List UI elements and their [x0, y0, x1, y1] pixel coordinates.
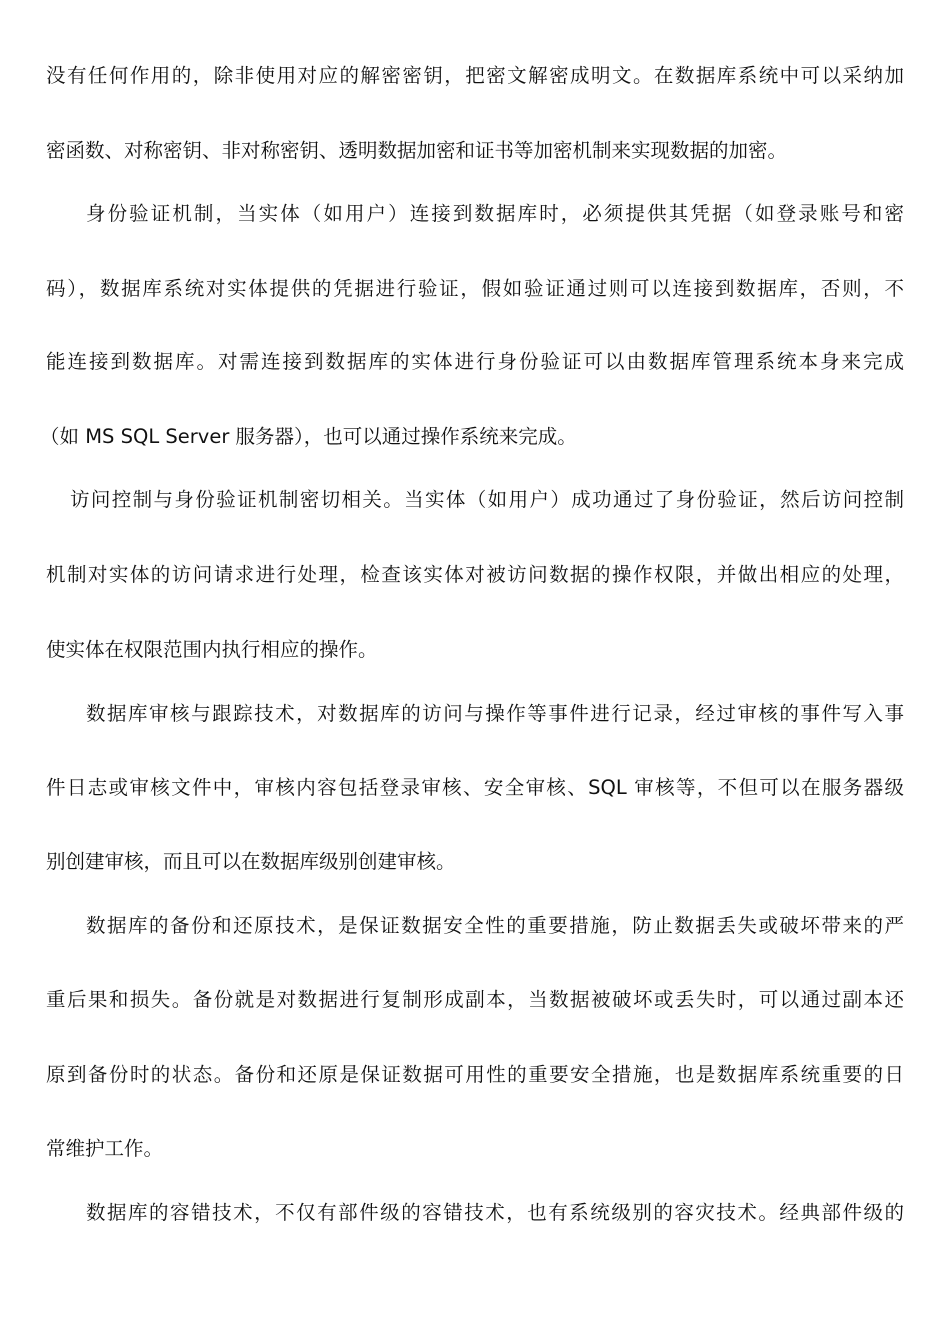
paragraph-line: 原到备份时的状态。备份和还原是保证数据可用性的重要安全措施，也是数据库系统重要的日: [46, 1063, 904, 1086]
paragraph-line: 重后果和损失。备份就是对数据进行复制形成副本，当数据被破坏或丢失时，可以通过副本还: [46, 988, 904, 1011]
paragraph-line: 没有任何作用的，除非使用对应的解密密钥，把密文解密成明文。在数据库系统中可以采纳加: [46, 64, 904, 87]
paragraph-line: 数据库的备份和还原技术，是保证数据安全性的重要措施，防止数据丢失或破坏带来的严: [86, 914, 904, 937]
paragraph-line: 密函数、对称密钥、非对称密钥、透明数据加密和证书等加密机制来实现数据的加密。: [46, 139, 788, 162]
paragraph-line: 件日志或审核文件中，审核内容包括登录审核、安全审核、SQL 审核等，不但可以在服务器级: [46, 776, 904, 799]
paragraph-line: 别创建审核，而且可以在数据库级别创建审核。: [46, 850, 456, 873]
paragraph-line: 数据库的容错技术，不仅有部件级的容错技术，也有系统级别的容灾技术。经典部件级的: [86, 1201, 904, 1224]
paragraph-line: 访问控制与身份验证机制密切相关。当实体（如用户）成功通过了身份验证，然后访问控制: [70, 488, 904, 511]
paragraph-line: 使实体在权限范围内执行相应的操作。: [46, 638, 378, 661]
paragraph-line: （如 MS SQL Server 服务器），也可以通过操作系统来完成。: [40, 425, 577, 448]
paragraph-line: 码），数据库系统对实体提供的凭据进行验证，假如验证通过则可以连接到数据库，否则，不: [46, 277, 904, 300]
paragraph-line: 机制对实体的访问请求进行处理，检查该实体对被访问数据的操作权限，并做出相应的处理，: [46, 563, 904, 586]
paragraph-line: 数据库审核与跟踪技术，对数据库的访问与操作等事件进行记录，经过审核的事件写入事: [86, 702, 904, 725]
paragraph-line: 身份验证机制，当实体（如用户）连接到数据库时，必须提供其凭据（如登录账号和密: [86, 202, 904, 225]
paragraph-line: 能连接到数据库。对需连接到数据库的实体进行身份验证可以由数据库管理系统本身来完成: [46, 350, 904, 373]
paragraph-line: 常维护工作。: [46, 1137, 164, 1160]
